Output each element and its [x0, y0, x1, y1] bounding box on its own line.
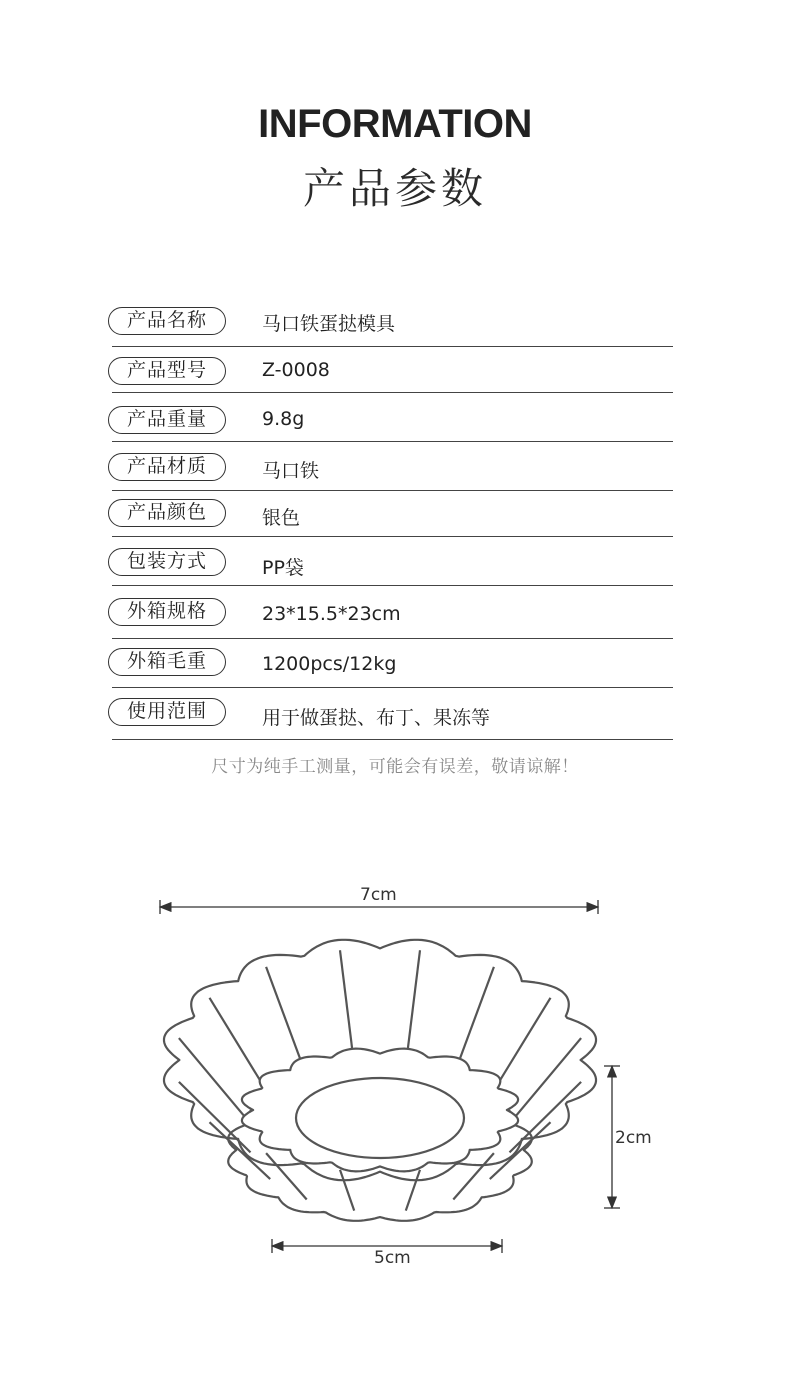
spec-label: 产品重量: [108, 406, 226, 434]
dimension-bottom-label: 5cm: [374, 1248, 411, 1268]
tart-mold-drawing: [164, 940, 596, 1221]
flute-line: [510, 1038, 582, 1124]
spec-value: 马口铁: [262, 460, 320, 482]
title-chinese: 产品参数: [302, 164, 487, 213]
spec-label: 包装方式: [108, 548, 226, 576]
flute-line: [179, 1038, 251, 1124]
spec-value: 1200pcs/12kg: [262, 653, 397, 675]
spec-value: 23*15.5*23cm: [262, 603, 401, 625]
flute-line: [179, 1082, 251, 1153]
measurement-note: 尺寸为纯手工测量，可能会有误差，敬请谅解！: [211, 757, 579, 777]
spec-label: 使用范围: [108, 698, 226, 726]
spec-value: 银色: [262, 507, 301, 529]
spec-value: 马口铁蛋挞模具: [262, 313, 396, 335]
flute-line: [406, 1170, 420, 1211]
spec-label: 产品名称: [108, 307, 226, 335]
dimension-top-label: 7cm: [360, 885, 397, 905]
spec-value: Z-0008: [262, 359, 330, 381]
flute-line: [340, 1170, 354, 1211]
title-english: INFORMATION: [258, 102, 532, 146]
spec-label: 产品型号: [108, 357, 226, 385]
spec-label: 产品颜色: [108, 499, 226, 527]
spec-label: 产品材质: [108, 453, 226, 481]
spec-value: 用于做蛋挞、布丁、果冻等: [262, 707, 491, 729]
spec-label: 外箱规格: [108, 598, 226, 626]
spec-value: PP袋: [262, 557, 304, 579]
spec-label: 外箱毛重: [108, 648, 226, 676]
flute-line: [510, 1082, 582, 1153]
spec-value: 9.8g: [262, 408, 305, 430]
dimension-height-label: 2cm: [615, 1128, 652, 1148]
